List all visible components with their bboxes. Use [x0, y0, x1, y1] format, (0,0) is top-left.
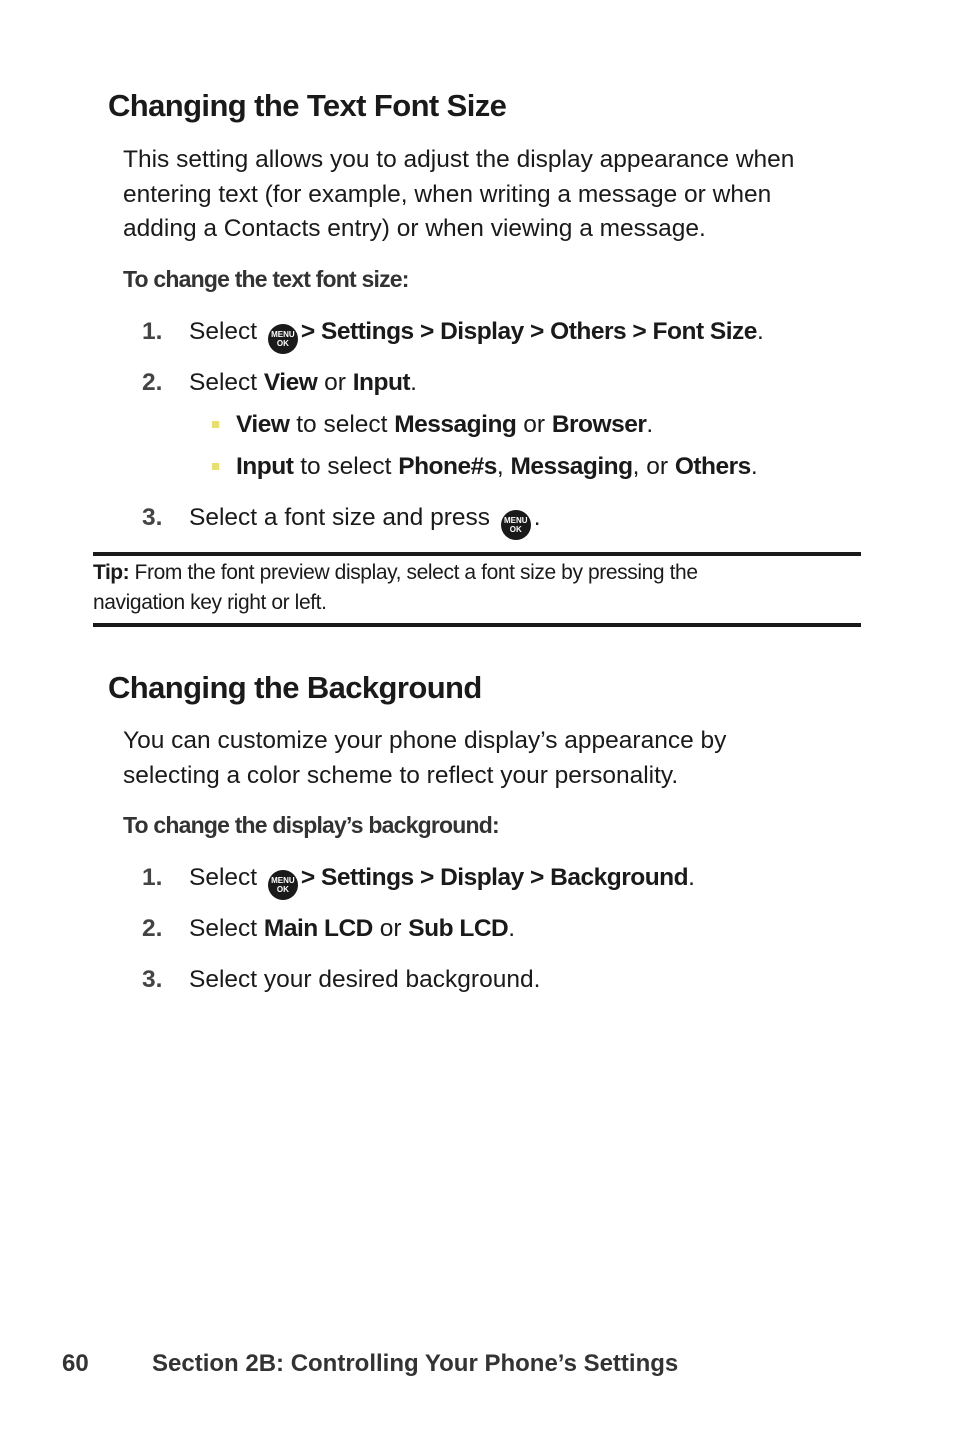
step-1-background: 1. Select MENU OK > Settings > Display > Background.	[142, 862, 842, 894]
step-number: 3.	[142, 966, 163, 993]
intro-line: adding a Contacts entry) or when viewing a message.	[123, 215, 706, 242]
subheading-font-size: To change the text font size:	[123, 266, 409, 292]
intro-line: This setting allows you to adjust the display appearance when	[123, 146, 795, 173]
intro-paragraph-background	[123, 724, 726, 793]
bullet-square-icon	[212, 421, 219, 428]
tip-label: Tip:	[93, 561, 130, 584]
step-2-background: 2. Select Main LCD or Sub LCD.	[142, 913, 842, 945]
option-sub-lcd: Sub LCD	[408, 915, 509, 942]
step-number: 3.	[142, 504, 163, 531]
step-text: Select	[189, 318, 258, 345]
option-input: Input	[352, 369, 411, 396]
step-number: 1.	[142, 318, 163, 345]
option-view: View	[263, 369, 318, 396]
intro-line: entering text (for example, when writing a message or when	[123, 180, 772, 208]
step-1-font-size: 1. Select MENU OK > Settings > Display > Others > Font Size.	[142, 316, 842, 348]
step-number: 2.	[142, 915, 163, 942]
tip-text: From the font preview display, select a font size by pressing the	[134, 561, 698, 584]
bullet-view: View to select Messaging or Browser.	[212, 409, 832, 441]
tip-bottom-rule	[93, 623, 861, 627]
step-2-font-size: 2. Select View or Input.	[142, 367, 842, 399]
step-number: 1.	[142, 864, 163, 891]
tip-text: navigation key right or left.	[93, 591, 327, 614]
intro-paragraph-font-size	[123, 143, 794, 247]
menu-ok-key-icon: MENU OK	[268, 324, 298, 354]
bullet-input: Input to select Phone#s, Messaging, or Others.	[212, 451, 832, 483]
section-heading-background: Changing the Background	[108, 670, 482, 705]
tip-top-rule	[93, 552, 861, 556]
section-heading-font-size: Changing the Text Font Size	[108, 88, 507, 123]
menu-ok-key-icon: MENU OK	[268, 870, 298, 900]
step-3-font-size: 3. Select a font size and press MENU OK .	[142, 502, 842, 534]
page-number: 60	[62, 1350, 89, 1377]
step-3-background	[142, 964, 842, 996]
intro-line: selecting a color scheme to reflect your personality.	[123, 761, 679, 789]
menu-path: > Settings > Display > Background	[300, 864, 689, 891]
bullet-square-icon	[212, 463, 219, 470]
tip-box	[93, 558, 698, 618]
step-text: Select your desired background.	[189, 966, 541, 993]
footer-section-title: Section 2B: Controlling Your Phone’s Settings	[152, 1350, 679, 1377]
menu-ok-key-icon: MENU OK	[501, 510, 531, 540]
subheading-background: To change the display’s background:	[123, 812, 499, 838]
menu-path: > Settings > Display > Others > Font Size	[300, 318, 757, 345]
intro-line: You can customize your phone display’s appearance by	[123, 727, 727, 754]
option-main-lcd: Main LCD	[263, 915, 373, 942]
step-number: 2.	[142, 369, 163, 396]
